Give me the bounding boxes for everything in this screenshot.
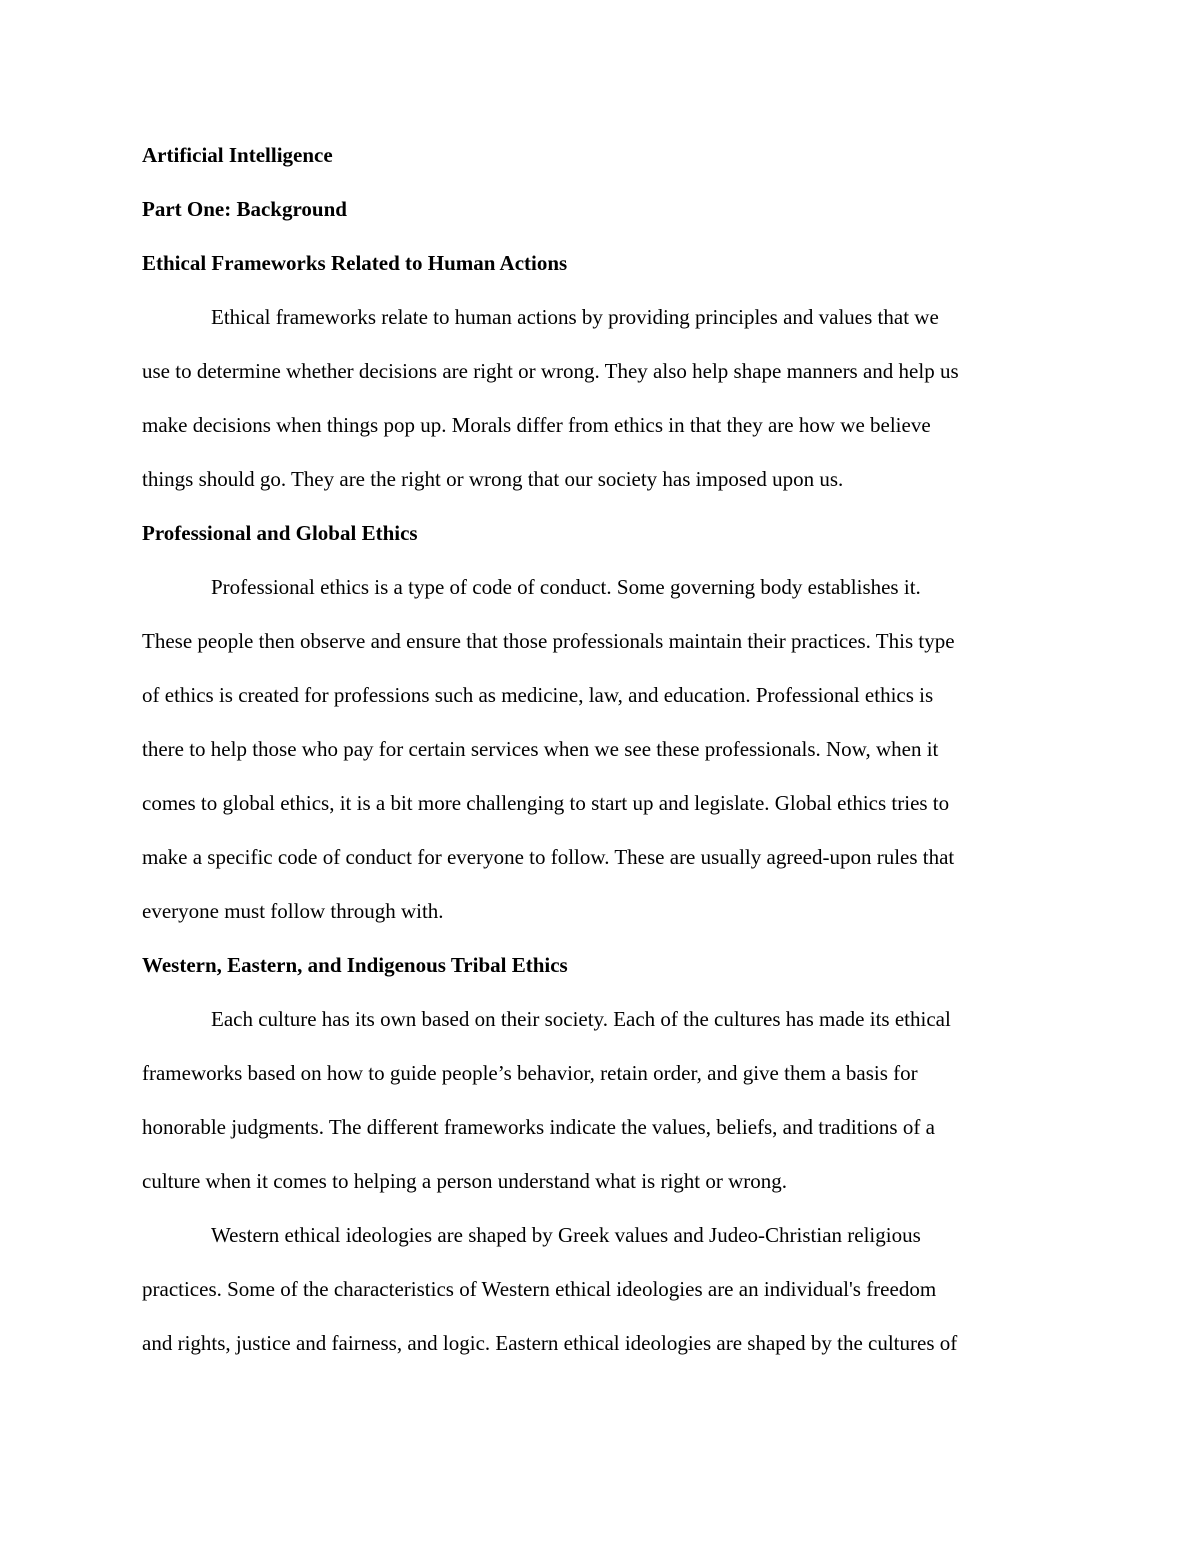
paragraph-line: culture when it comes to helping a person understand what is right or wrong. — [142, 1169, 788, 1193]
paragraph-line: of ethics is created for professions such as medicine, law, and education. Professional ethics is — [142, 683, 934, 707]
document-title: Artificial Intelligence — [142, 143, 333, 167]
paragraph-line: honorable judgments. The different frameworks indicate the values, beliefs, and traditions of a — [142, 1115, 935, 1139]
paragraph-line: make a specific code of conduct for everyone to follow. These are usually agreed-upon rules that — [142, 845, 955, 869]
paragraph-line: frameworks based on how to guide people’s behavior, retain order, and give them a basis for — [142, 1061, 918, 1085]
paragraph-line: comes to global ethics, it is a bit more challenging to start up and legislate. Global ethics tries to — [142, 791, 950, 815]
paragraph-line: and rights, justice and fairness, and logic. Eastern ethical ideologies are shaped by the cultures of — [142, 1331, 958, 1355]
paragraph — [142, 992, 1060, 1208]
paragraph-line: practices. Some of the characteristics of Western ethical ideologies are an individual's freedom — [142, 1277, 937, 1301]
part-heading: Part One: Background — [142, 197, 347, 221]
paragraph-line: Each culture has its own based on their society. Each of the cultures has made its ethical — [211, 1007, 951, 1031]
paragraph-line: things should go. They are the right or wrong that our society has imposed upon us. — [142, 467, 844, 491]
paragraph — [142, 560, 1060, 938]
paragraph-line: use to determine whether decisions are right or wrong. They also help shape manners and help us — [142, 359, 959, 383]
paragraph-line: Western ethical ideologies are shaped by Greek values and Judeo-Christian religious — [211, 1223, 921, 1247]
section-heading: Ethical Frameworks Related to Human Actions — [142, 251, 568, 275]
section-heading: Western, Eastern, and Indigenous Tribal Ethics — [142, 953, 568, 977]
paragraph-line: Professional ethics is a type of code of conduct. Some governing body establishes it. — [211, 575, 921, 599]
paragraph — [142, 290, 1060, 506]
paragraph-line: Ethical frameworks relate to human actions by providing principles and values that we — [211, 305, 939, 329]
document-page — [142, 128, 1060, 1370]
paragraph-line: make decisions when things pop up. Morals differ from ethics in that they are how we believe — [142, 413, 931, 437]
paragraph — [142, 1208, 1060, 1370]
paragraph-line: everyone must follow through with. — [142, 899, 444, 923]
section-heading: Professional and Global Ethics — [142, 521, 418, 545]
paragraph-line: there to help those who pay for certain services when we see these professionals. Now, when it — [142, 737, 939, 761]
paragraph-line: These people then observe and ensure that those professionals maintain their practices. This type — [142, 629, 955, 653]
